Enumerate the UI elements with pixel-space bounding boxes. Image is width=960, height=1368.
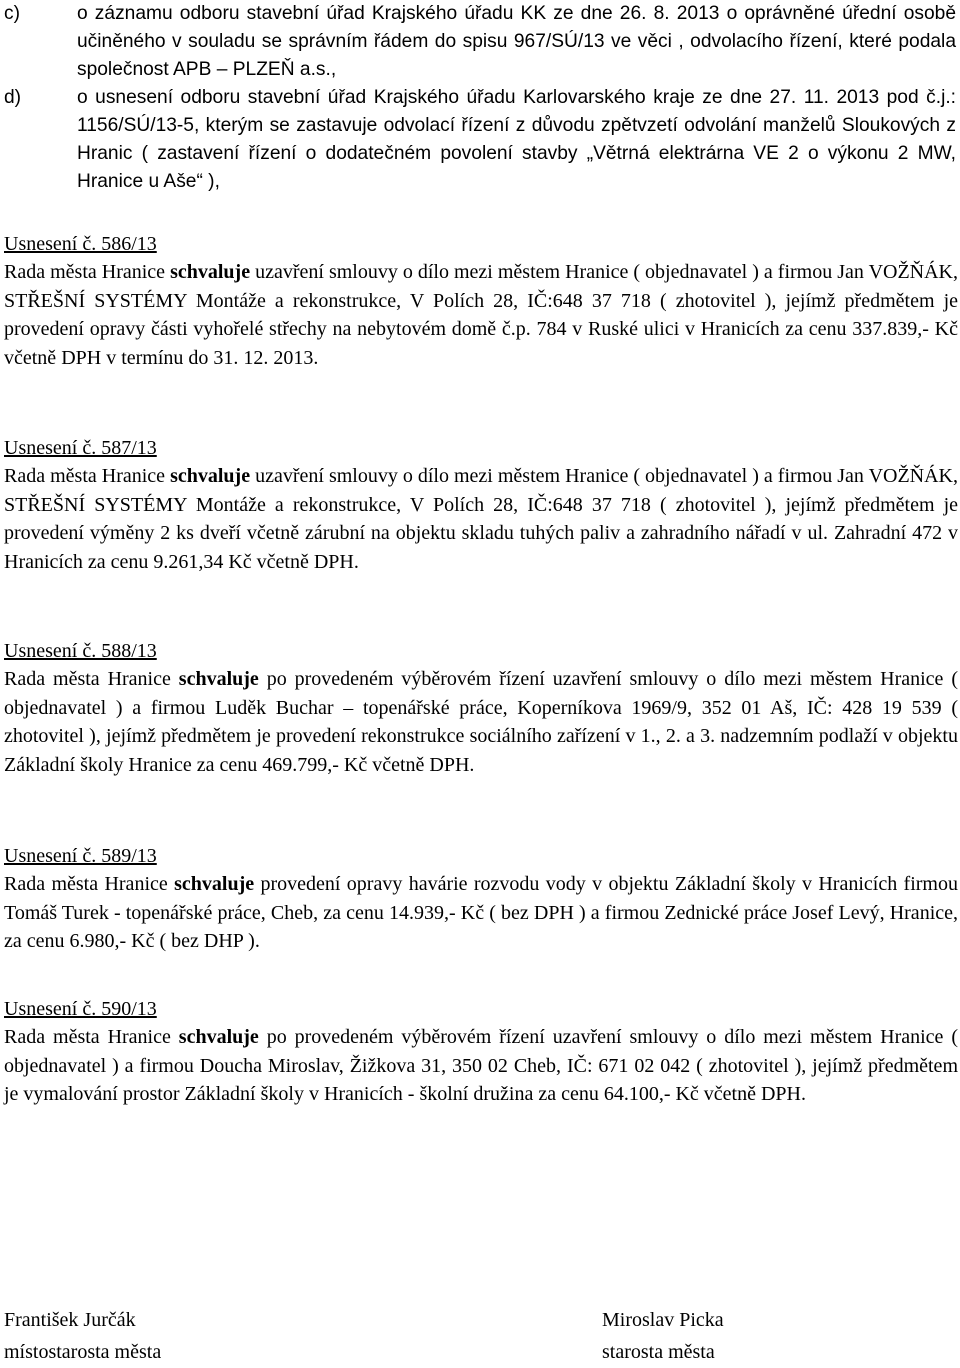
resolution-lead: Rada města Hranice — [4, 873, 168, 895]
resolution-heading: Usnesení č. 588/13 — [4, 640, 157, 662]
resolution-lead: Rada města Hranice — [4, 465, 166, 487]
signature-role: místostarosta města — [4, 1341, 162, 1363]
signature-role: starosta města — [602, 1341, 715, 1363]
resolution-588 — [4, 637, 958, 779]
resolution-text: po provedeném výběrovém řízení uzavření smlouvy o dílo mezi městem Hranice ( objednavatel ) a firmou Luděk Buchar – topenářské práce, Koperníkova 1969/9, 352 01 Aš, IČ: 428 19 539 ( zhotovitel ), jejímž předmětem je provedení rekonstrukce sociálního zařízení v 1., 2. a 3. nadzemním podlaží v objektu Základní školy Hranice za cenu 469.799,- Kč včetně DPH. — [4, 668, 959, 776]
resolution-body — [4, 665, 958, 779]
list-item-d — [0, 84, 960, 196]
resolution-590 — [4, 995, 958, 1109]
resolution-lead: Rada města Hranice — [4, 668, 171, 690]
resolution-586 — [4, 230, 958, 372]
resolution-verb: schvaluje — [170, 465, 251, 487]
resolution-heading: Usnesení č. 589/13 — [4, 845, 157, 867]
resolution-body — [4, 462, 958, 576]
resolution-heading: Usnesení č. 590/13 — [4, 998, 157, 1020]
resolution-text: uzavření smlouvy o dílo mezi městem Hranice ( objednavatel ) a firmou Jan VOŽŇÁK, STŘEŠNÍ SYSTÉMY Montáže a rekonstrukce, V Polích 28, IČ:648 37 718 ( zhotovitel ), jejímž předmětem je provedení opravy části vyhořelé střechy na nebytovém domě č.p. 784 v Ruské ulici v Hranicích za cenu 337.839,- Kč včetně DPH v termínu do 31. 12. 2013. — [4, 261, 958, 369]
resolution-587 — [4, 434, 958, 576]
resolution-body — [4, 1023, 958, 1109]
list-item-c — [0, 0, 960, 84]
resolution-text: po provedeném výběrovém řízení uzavření smlouvy o dílo mezi městem Hranice ( objednavatel ) a firmou Doucha Miroslav, Žižkova 31, 350 02 Cheb, IČ: 671 02 042 ( zhotovitel ), jejímž předmětem je vymalování prostor Základní školy v Hranicích - školní družina za cenu 64.100,- Kč včetně DPH. — [4, 1026, 959, 1105]
resolution-verb: schvaluje — [170, 261, 251, 283]
signature-name: František Jurčák — [4, 1309, 136, 1331]
list-item-label: c) — [4, 3, 20, 24]
resolution-body — [4, 258, 958, 372]
resolution-verb: schvaluje — [178, 1026, 259, 1048]
list-item-text: o záznamu odboru stavební úřad Krajského úřadu KK ze dne 26. 8. 2013 o oprávněné úřední osobě učiněného v souladu se správním řádem do spisu 967/SÚ/13 ve věci , odvolacího řízení, které podala společnost APB – PLZEŇ a.s., — [77, 3, 956, 80]
list-item-label: d) — [4, 87, 22, 108]
resolution-verb: schvaluje — [178, 668, 259, 690]
resolution-text: uzavření smlouvy o dílo mezi městem Hranice ( objednavatel ) a firmou Jan VOŽŇÁK, STŘEŠNÍ SYSTÉMY Montáže a rekonstrukce, V Polích 28, IČ:648 37 718 ( zhotovitel ), jejímž předmětem je provedení výměny 2 ks dveří včetně zárubní na objektu skladu tuhých paliv a zahradního nářadí v ul. Zahradní 472 v Hranicích za cenu 9.261,34 Kč včetně DPH. — [4, 465, 958, 573]
resolution-lead: Rada města Hranice — [4, 1026, 171, 1048]
signature-mayor — [602, 1304, 724, 1368]
resolution-heading: Usnesení č. 587/13 — [4, 437, 157, 459]
resolution-589 — [4, 842, 958, 956]
resolution-heading: Usnesení č. 586/13 — [4, 233, 157, 255]
resolution-verb: schvaluje — [174, 873, 255, 895]
list-item-text: o usnesení odboru stavební úřad Krajského úřadu Karlovarského kraje ze dne 27. 11. 2013 pod č.j.: 1156/SÚ/13-5, kterým se zastavuje odvolací řízení z důvodu zpětvzetí odvolání manželů Sloukových z Hranic ( zastavení řízení o dodatečném povolení stavby „Větrná elektrárna VE 2 o výkonu 2 MW, Hranice u Aše“ ), — [77, 87, 956, 192]
signature-deputy-mayor — [4, 1304, 161, 1368]
resolution-lead: Rada města Hranice — [4, 261, 166, 283]
resolution-body — [4, 870, 958, 956]
list-section — [0, 0, 960, 196]
resolution-text: provedení opravy havárie rozvodu vody v objektu Základní školy v Hranicích firmou Tomáš Turek - topenářské práce, Cheb, za cenu 14.939,- Kč ( bez DPH ) a firmou Zednické práce Josef Levý, Hranice, za cenu 6.980,- Kč ( bez DHP ). — [4, 873, 958, 952]
signature-name: Miroslav Picka — [602, 1309, 724, 1331]
